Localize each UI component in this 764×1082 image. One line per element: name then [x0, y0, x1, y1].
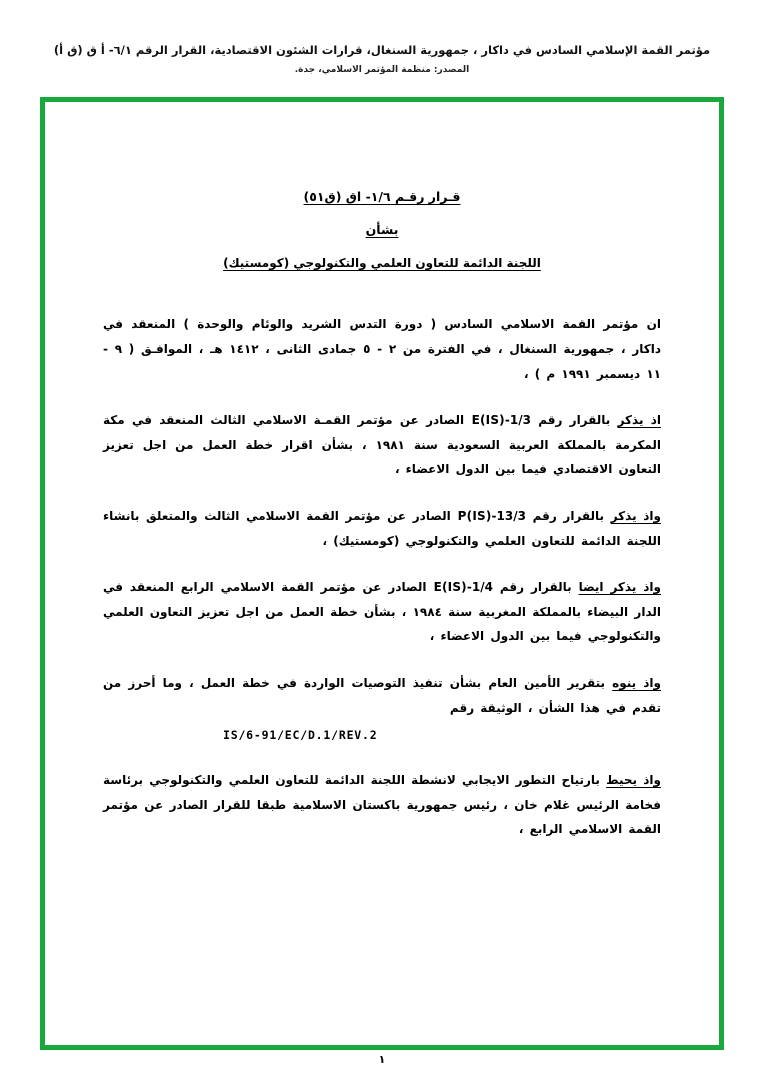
committee-title: اللجنة الدائمة للتعاون العلمي والتكنولوجي (كومستيك) [223, 255, 541, 270]
paragraph-text: ان مؤتمر القمة الاسلامي السادس ( دورة التدس الشريد والوئام والوحدة ) المنعقد في داكار ، جمهورية السنغال ، في الفترة من ٢ - ٥ جمادى الثانى ، ١٤١٢ هـ ، الموافـق ( ٩ - ١١ ديسمبر ١٩٩١ م ) ، [103, 317, 661, 381]
paragraph-recalling-2 [103, 504, 661, 553]
paragraph-lead: واذ ينوه [612, 675, 661, 690]
paragraph-lead: اذ يذكر [617, 413, 661, 428]
header-source: المصدر: منظمة المؤتمر الاسلامي، جدة. [294, 65, 470, 76]
paragraph-text: بالقرار رقم 1/3-E(IS) الصادر عن مؤتمر القمـة الاسلامي الثالث المنعقد في مكة المكرمة بالمملكة العربية السعودية سنة ١٩٨١ ، بشأن اقرار خطة العمل من اجل تعزيز التعاون الاقتصادي فيما بين الدول الاعضاء ، [103, 413, 661, 477]
paragraph-lead: واذ يذكر [610, 508, 661, 523]
paragraph-lead: واذ يحيط [606, 773, 662, 788]
resolution-number: قـرار رقـم ١/٦- اق (ق٥١) [303, 189, 461, 204]
about-label: بشأن [365, 221, 399, 237]
green-border-frame [40, 97, 724, 1050]
document-body [45, 102, 719, 1045]
paragraph-lead: واذ يذكر ايضا [578, 580, 661, 595]
paragraph-text: بالقرار رقم 1/4-E(IS) الصادر عن مؤتمر القمة الاسلامي الرابع المنعقد في الدار البيضاء بالمملكة المغربية سنة ١٩٨٤ ، بشأن خطة العمل من اجل تعزيز التعاون العلمي والتكنولوجي فيما بين الدول الاعضاء ، [103, 580, 662, 644]
page-number: ١ [378, 1053, 386, 1066]
paragraph-text: بتقرير الأمين العام بشأن تنفيذ التوصيات الواردة في خطة العمل ، وما أحرز من تقدم في هذا الشأن ، الوثيقة رقم [103, 675, 661, 715]
paragraph-recalling-1 [103, 408, 661, 482]
paragraph-preamble [103, 312, 661, 386]
document-header [0, 42, 764, 75]
paragraph-text: بارتياح التطور الايجابي لانشطة اللجنة الدائمة للتعاون العلمي والتكنولوجي برئاسة فخامة الرئيس غلام خان ، رئيس جمهورية باكستان الاسلامية طبقا للقرار الصادر عن مؤتمر القمة الاسلامي الرابع ، [103, 773, 661, 837]
paragraph-text: بالقرار رقم 13/3-P(IS) الصادر عن مؤتمر القمة الاسلامي الثالث والمتعلق بانشاء اللجنة الدائمة للتعاون العلمي والتكنولوجي (كومستيك) ، [103, 508, 661, 548]
paragraph-noting-report [103, 671, 661, 720]
document-reference-code: IS/6-91/EC/D.1/REV.2 [223, 728, 378, 743]
paragraph-taking-note [103, 768, 661, 842]
paragraph-recalling-3 [103, 575, 661, 649]
header-title: مؤتمر القمة الإسلامي السادس في داكار ، جمهورية السنغال، قرارات الشئون الاقتصادية، القرار الرقم ٦/١- أ ق (ق أ) [53, 43, 711, 57]
title-block [103, 180, 661, 278]
